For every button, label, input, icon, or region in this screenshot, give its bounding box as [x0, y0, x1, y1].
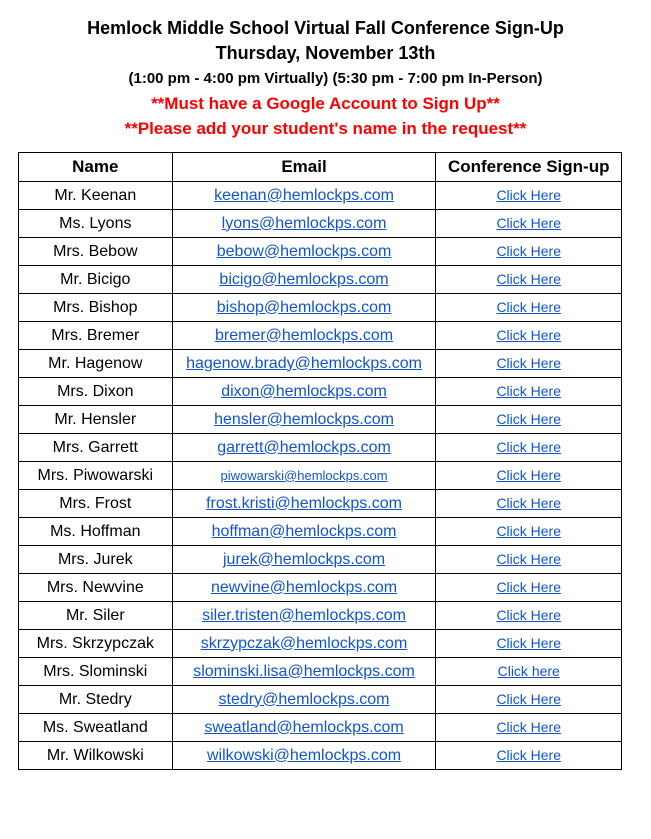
- email-cell: [172, 182, 436, 210]
- table-row: [19, 238, 622, 266]
- column-header-email: Email: [172, 153, 436, 182]
- email-link[interactable]: bebow@hemlockps.com: [216, 242, 392, 260]
- email-cell: [172, 742, 436, 770]
- email-link[interactable]: sweatland@hemlockps.com: [204, 718, 404, 736]
- table-row: [19, 602, 622, 630]
- column-header-signup: Conference Sign-up: [436, 153, 622, 182]
- table-header-row: [19, 153, 622, 182]
- teacher-name: Ms. Hoffman: [19, 518, 173, 546]
- signup-cell: [436, 658, 622, 686]
- email-link[interactable]: hagenow.brady@hemlockps.com: [186, 354, 422, 372]
- signup-cell: [436, 462, 622, 490]
- conference-table: [18, 152, 622, 770]
- table-row: [19, 350, 622, 378]
- teacher-name: Mrs. Jurek: [19, 546, 173, 574]
- teacher-name: Mr. Wilkowski: [19, 742, 173, 770]
- email-cell: [172, 462, 436, 490]
- teacher-name: Mrs. Frost: [19, 490, 173, 518]
- teacher-name: Mrs. Piwowarski: [19, 462, 173, 490]
- teacher-name: Mrs. Bebow: [19, 238, 173, 266]
- signup-link[interactable]: Click here: [497, 662, 560, 679]
- email-cell: [172, 630, 436, 658]
- email-link[interactable]: skrzypczak@hemlockps.com: [200, 634, 408, 652]
- signup-link[interactable]: Click Here: [496, 354, 562, 371]
- teacher-name: Mr. Bicigo: [19, 266, 173, 294]
- signup-link[interactable]: Click Here: [496, 382, 562, 399]
- google-account-notice: **Must have a Google Account to Sign Up**: [151, 94, 500, 113]
- email-link[interactable]: bicigo@hemlockps.com: [219, 270, 389, 288]
- email-link[interactable]: lyons@hemlockps.com: [221, 214, 387, 232]
- signup-cell: [436, 686, 622, 714]
- email-cell: [172, 350, 436, 378]
- signup-cell: [436, 406, 622, 434]
- signup-link[interactable]: Click Here: [496, 214, 562, 231]
- table-row: [19, 462, 622, 490]
- email-link[interactable]: bremer@hemlockps.com: [214, 326, 394, 344]
- email-cell: [172, 322, 436, 350]
- table-row: [19, 742, 622, 770]
- teacher-name: Mr. Stedry: [19, 686, 173, 714]
- signup-cell: [436, 210, 622, 238]
- signup-cell: [436, 518, 622, 546]
- table-row: [19, 658, 622, 686]
- signup-cell: [436, 294, 622, 322]
- signup-cell: [436, 434, 622, 462]
- signup-cell: [436, 602, 622, 630]
- signup-link[interactable]: Click Here: [496, 606, 562, 623]
- table-row: [19, 714, 622, 742]
- email-link[interactable]: jurek@hemlockps.com: [222, 550, 386, 568]
- table-row: [19, 266, 622, 294]
- signup-cell: [436, 238, 622, 266]
- email-cell: [172, 714, 436, 742]
- email-link[interactable]: slominski.lisa@hemlockps.com: [193, 662, 415, 680]
- column-header-name: Name: [19, 153, 173, 182]
- table-row: [19, 630, 622, 658]
- table-row: [19, 686, 622, 714]
- signup-cell: [436, 574, 622, 602]
- table-row: [19, 406, 622, 434]
- signup-cell: [436, 546, 622, 574]
- email-link[interactable]: hensler@hemlockps.com: [214, 410, 394, 428]
- signup-link[interactable]: Click Here: [496, 746, 562, 763]
- email-cell: [172, 294, 436, 322]
- email-link[interactable]: keenan@hemlockps.com: [214, 186, 394, 204]
- table-row: [19, 322, 622, 350]
- email-cell: [172, 658, 436, 686]
- teacher-name: Mr. Siler: [19, 602, 173, 630]
- email-cell: [172, 238, 436, 266]
- signup-link[interactable]: Click Here: [496, 578, 562, 595]
- table-row: [19, 378, 622, 406]
- signup-link[interactable]: Click Here: [496, 438, 562, 455]
- signup-link[interactable]: Click Here: [496, 634, 562, 651]
- table-row: [19, 518, 622, 546]
- table-row: [19, 434, 622, 462]
- signup-link[interactable]: Click Here: [496, 494, 562, 511]
- signup-link[interactable]: Click Here: [496, 466, 562, 483]
- teacher-name: Mr. Hensler: [19, 406, 173, 434]
- table-row: [19, 490, 622, 518]
- signup-link[interactable]: Click Here: [496, 718, 562, 735]
- signup-cell: [436, 714, 622, 742]
- teacher-name: Mrs. Bishop: [19, 294, 173, 322]
- signup-cell: [436, 182, 622, 210]
- signup-link[interactable]: Click Here: [496, 550, 562, 567]
- signup-link[interactable]: Click Here: [496, 690, 562, 707]
- signup-link[interactable]: Click Here: [496, 186, 562, 203]
- email-cell: [172, 406, 436, 434]
- signup-cell: [436, 490, 622, 518]
- signup-cell: [436, 350, 622, 378]
- signup-link[interactable]: Click Here: [496, 270, 562, 287]
- teacher-name: Mr. Hagenow: [19, 350, 173, 378]
- table-row: [19, 546, 622, 574]
- conference-times: (1:00 pm - 4:00 pm Virtually) (5:30 pm - 7:00 pm In-Person): [128, 70, 543, 87]
- teacher-name: Mrs. Slominski: [19, 658, 173, 686]
- email-cell: [172, 490, 436, 518]
- email-cell: [172, 602, 436, 630]
- email-link[interactable]: stedry@hemlockps.com: [218, 690, 390, 708]
- signup-link[interactable]: Click Here: [496, 298, 562, 315]
- email-link[interactable]: garrett@hemlockps.com: [217, 438, 391, 456]
- teacher-name: Mrs. Skrzypczak: [19, 630, 173, 658]
- conference-date: Thursday, November 13th: [215, 43, 436, 63]
- signup-cell: [436, 266, 622, 294]
- signup-link[interactable]: Click Here: [496, 410, 562, 427]
- table-row: [19, 182, 622, 210]
- teacher-name: Mrs. Newvine: [19, 574, 173, 602]
- email-cell: [172, 378, 436, 406]
- email-link[interactable]: dixon@hemlockps.com: [221, 382, 387, 400]
- email-cell: [172, 434, 436, 462]
- teacher-name: Mrs. Garrett: [19, 434, 173, 462]
- table-body: [19, 182, 622, 770]
- teacher-name: Mrs. Dixon: [19, 378, 173, 406]
- signup-link[interactable]: Click Here: [496, 242, 562, 259]
- table-row: [19, 294, 622, 322]
- teacher-name: Ms. Sweatland: [19, 714, 173, 742]
- table-row: [19, 574, 622, 602]
- table-row: [19, 210, 622, 238]
- email-cell: [172, 210, 436, 238]
- email-cell: [172, 546, 436, 574]
- email-link[interactable]: wilkowski@hemlockps.com: [207, 746, 402, 764]
- email-link[interactable]: siler.tristen@hemlockps.com: [202, 606, 406, 624]
- email-cell: [172, 686, 436, 714]
- signup-link[interactable]: Click Here: [496, 326, 562, 343]
- email-link[interactable]: hoffman@hemlockps.com: [211, 522, 397, 540]
- teacher-name: Mr. Keenan: [19, 182, 173, 210]
- email-link[interactable]: piwowarski@hemlockps.com: [220, 467, 388, 483]
- email-cell: [172, 266, 436, 294]
- teacher-name: Ms. Lyons: [19, 210, 173, 238]
- page-title: Hemlock Middle School Virtual Fall Conference Sign-Up: [87, 18, 564, 38]
- email-cell: [172, 518, 436, 546]
- teacher-name: Mrs. Bremer: [19, 322, 173, 350]
- email-link[interactable]: frost.kristi@hemlockps.com: [206, 494, 402, 512]
- signup-cell: [436, 630, 622, 658]
- page-header: [0, 0, 651, 141]
- signup-cell: [436, 322, 622, 350]
- email-link[interactable]: bishop@hemlockps.com: [216, 298, 392, 316]
- email-link[interactable]: newvine@hemlockps.com: [210, 578, 398, 596]
- signup-cell: [436, 378, 622, 406]
- signup-cell: [436, 742, 622, 770]
- student-name-notice: **Please add your student's name in the request**: [124, 119, 527, 138]
- signup-link[interactable]: Click Here: [496, 522, 562, 539]
- email-cell: [172, 574, 436, 602]
